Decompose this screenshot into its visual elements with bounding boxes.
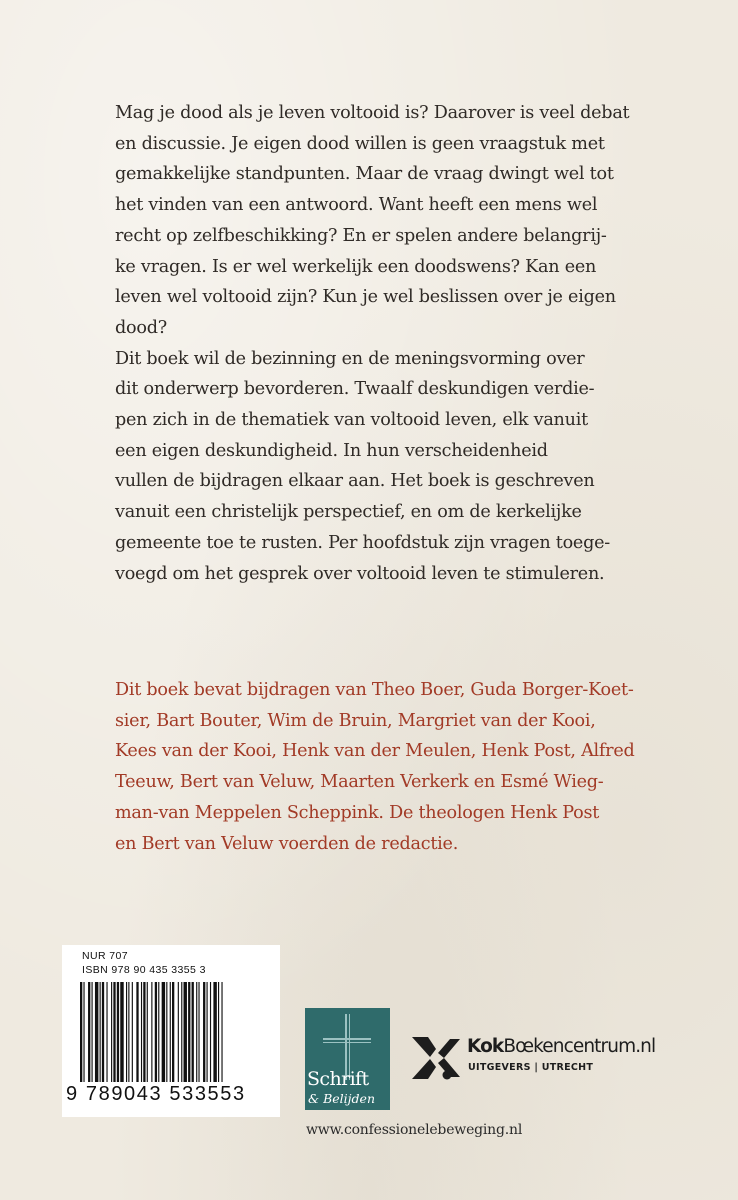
blurb-line: leven wel voltooid zijn? Kun je wel beslissen over je eigen bbox=[115, 287, 616, 308]
isbn-barcode-panel bbox=[62, 945, 280, 1117]
isbn-number: ISBN 978 90 435 3355 3 bbox=[82, 964, 206, 976]
blurb-line: recht op zelfbeschikking? En er spelen andere belangrij- bbox=[115, 225, 607, 246]
blurb-line: een eigen deskundigheid. In hun verscheidenheid bbox=[115, 440, 548, 461]
kok-name-main: Bœkencentrum bbox=[503, 1036, 636, 1057]
credits-line: Kees van der Kooi, Henk van der Meulen, Henk Post, Alfred bbox=[115, 741, 635, 762]
logo-name-line-2: & Belijden bbox=[308, 1091, 376, 1106]
blurb-line: dood? bbox=[115, 317, 167, 338]
credits-line: Dit boek bevat bijdragen van Theo Boer, Guda Borger-Koet- bbox=[115, 680, 634, 700]
credits-line: sier, Bart Bouter, Wim de Bruin, Margriet van der Kooi, bbox=[115, 710, 596, 731]
credits-line: en Bert van Veluw voerden de redactie. bbox=[115, 833, 459, 854]
blurb-line: gemakkelijke standpunten. Maar de vraag dwingt wel tot bbox=[115, 164, 614, 185]
blurb-line: voegd om het gesprek over voltooid leven te stimuleren. bbox=[115, 563, 605, 584]
barcode-icon bbox=[78, 982, 268, 1086]
kok-subtitle: UITGEVERS | UTRECHT bbox=[468, 1062, 594, 1073]
blurb-line: dit onderwerp bevorderen. Twaalf deskundigen verdie- bbox=[115, 379, 595, 400]
kok-name-suffix: .nl bbox=[635, 1036, 656, 1057]
nur-code: NUR 707 bbox=[82, 950, 128, 962]
blurb-line: het vinden van een antwoord. Want heeft een mens wel bbox=[115, 195, 598, 216]
barcode-digits: 9 789043 533553 bbox=[66, 1083, 246, 1105]
kok-name-bold: Kok bbox=[467, 1036, 504, 1057]
blurb-line: Dit boek wil de bezinning en de meningsvorming over bbox=[115, 348, 585, 369]
blurb-line: pen zich in de thematiek van voltooid leven, elk vanuit bbox=[115, 410, 588, 431]
blurb-line: vullen de bijdragen elkaar aan. Het boek is geschreven bbox=[115, 471, 595, 492]
kok-boekencentrum-wordmark bbox=[467, 1036, 655, 1057]
credits-line: man-van Meppelen Scheppink. De theologen Henk Post bbox=[115, 802, 600, 823]
blurb-line: Mag je dood als je leven voltooid is? Daarover is veel debat bbox=[115, 103, 630, 123]
blurb-paragraph-2 bbox=[115, 344, 660, 590]
schrift-en-belijden-logo bbox=[305, 1008, 390, 1110]
contributors-credits bbox=[115, 675, 675, 859]
credits-line: Teeuw, Bert van Veluw, Maarten Verkerk en Esmé Wieg- bbox=[115, 772, 604, 793]
blurb bbox=[115, 98, 660, 589]
logo-name-line-1: Schrift bbox=[307, 1068, 369, 1090]
kok-boekencentrum-mark-icon bbox=[410, 1033, 462, 1083]
blurb-line: en discussie. Je eigen dood willen is geen vraagstuk met bbox=[115, 133, 605, 154]
blurb-line: ke vragen. Is er wel werkelijk een doodswens? Kan een bbox=[115, 256, 597, 277]
website-url: www.confessionelebeweging.nl bbox=[306, 1122, 523, 1138]
blurb-line: gemeente toe te rusten. Per hoofdstuk zijn vragen toege- bbox=[115, 532, 610, 553]
blurb-paragraph-1 bbox=[115, 98, 660, 344]
blurb-line: vanuit een christelijk perspectief, en om de kerkelijke bbox=[115, 502, 582, 523]
